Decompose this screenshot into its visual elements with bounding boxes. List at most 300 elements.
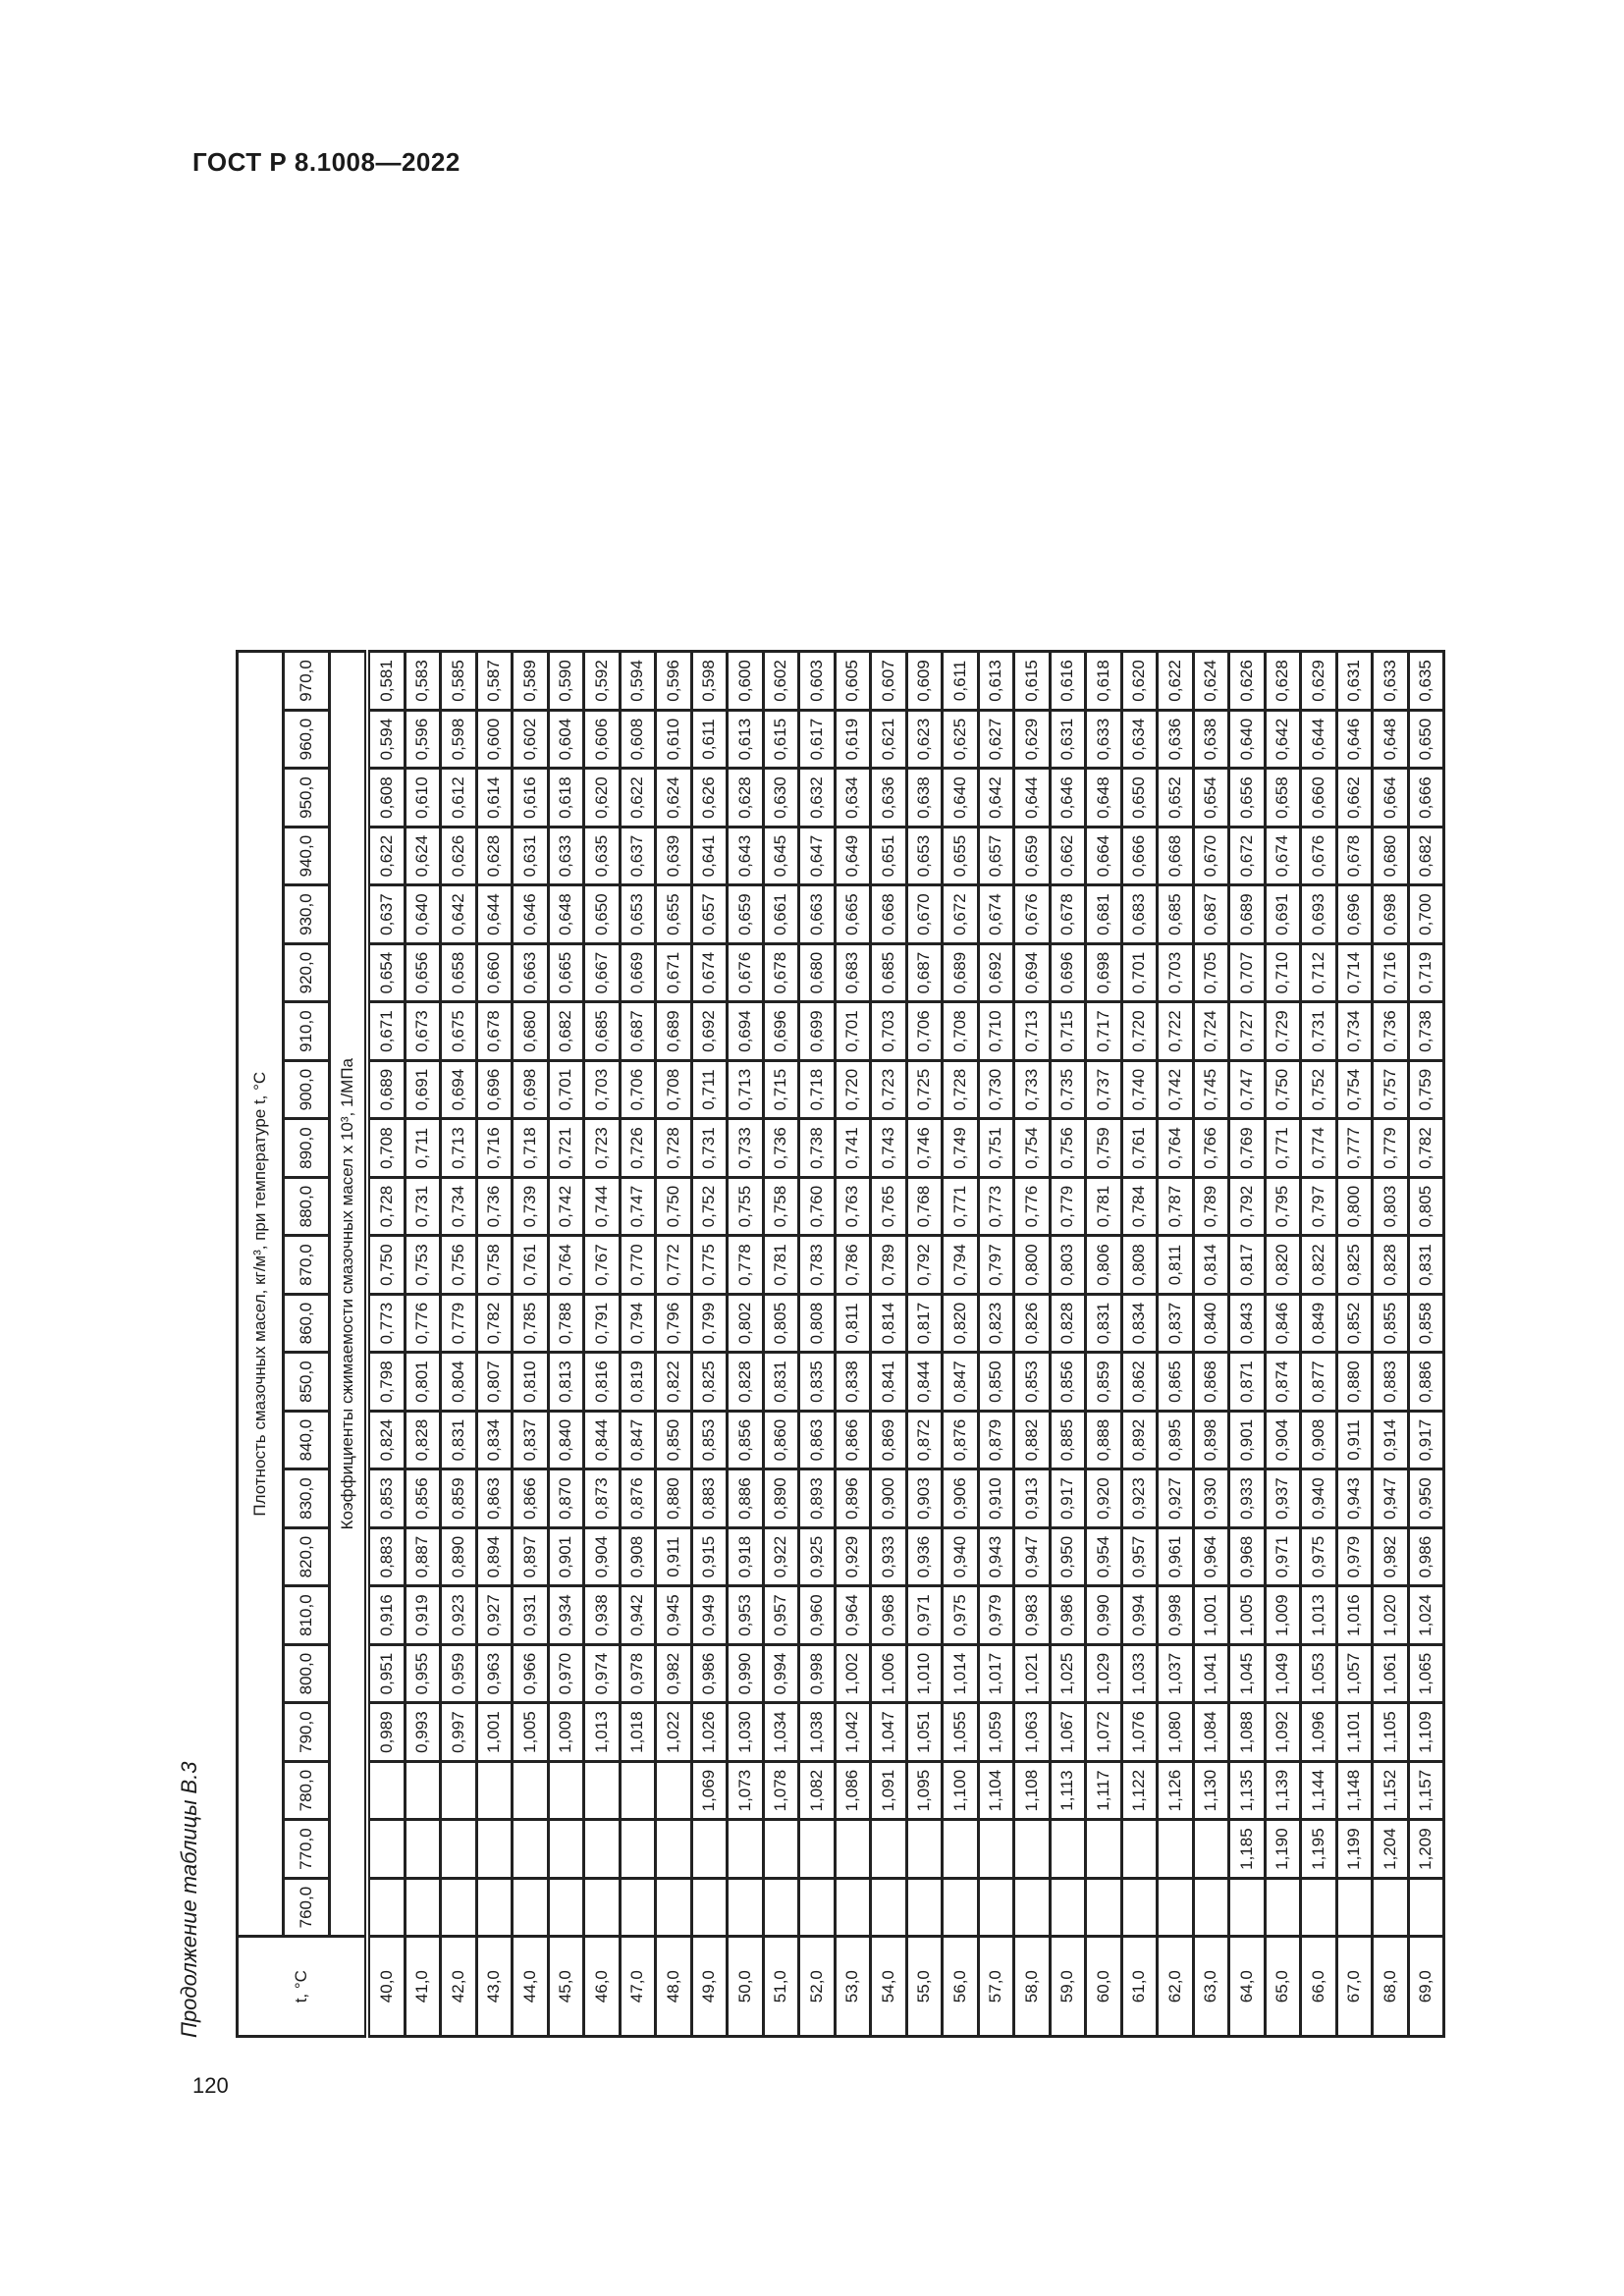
- table-row: [1408, 652, 1444, 2037]
- value-cell: 0,650: [1121, 769, 1158, 828]
- value-cell: 0,781: [763, 1236, 799, 1295]
- value-cell: 0,828: [405, 1411, 441, 1469]
- value-cell: 1,013: [1301, 1586, 1337, 1645]
- value-cell: 0,672: [943, 885, 979, 944]
- density-header-cell: 920,0: [284, 943, 330, 1002]
- value-cell: 0,825: [691, 1353, 728, 1412]
- value-cell: 1,185: [1229, 1820, 1266, 1879]
- value-cell: 0,631: [1050, 710, 1086, 769]
- value-cell: 0,797: [978, 1236, 1014, 1295]
- value-cell: 0,964: [835, 1586, 871, 1645]
- value-cell: 0,643: [728, 827, 764, 885]
- value-cell: 0,863: [476, 1469, 513, 1528]
- value-cell: 0,714: [1336, 943, 1373, 1002]
- value-cell: 0,674: [978, 885, 1014, 944]
- temperature-cell: 63,0: [1193, 1937, 1229, 2037]
- temperature-cell: 69,0: [1408, 1937, 1444, 2037]
- value-cell: 0,901: [548, 1527, 584, 1586]
- value-cell: 0,628: [1265, 652, 1301, 711]
- value-cell: 0,850: [978, 1353, 1014, 1412]
- value-cell: 0,968: [871, 1586, 907, 1645]
- value-cell: 0,908: [620, 1527, 656, 1586]
- value-cell: 0,876: [620, 1469, 656, 1528]
- value-cell: 0,689: [367, 1060, 405, 1119]
- value-cell: 0,683: [1121, 885, 1158, 944]
- value-cell: 0,727: [1229, 1002, 1266, 1061]
- value-cell: [978, 1820, 1014, 1879]
- value-cell: 0,703: [1158, 943, 1194, 1002]
- value-cell: 0,696: [763, 1002, 799, 1061]
- value-cell: 1,020: [1373, 1586, 1409, 1645]
- value-cell: [548, 1761, 584, 1820]
- value-cell: 0,710: [978, 1002, 1014, 1061]
- value-cell: 0,807: [476, 1353, 513, 1412]
- value-cell: 0,658: [441, 943, 477, 1002]
- value-cell: [548, 1820, 584, 1879]
- value-cell: 0,676: [1301, 827, 1337, 885]
- value-cell: 0,642: [1265, 710, 1301, 769]
- value-cell: 0,628: [476, 827, 513, 885]
- value-cell: 0,650: [1408, 710, 1444, 769]
- value-cell: 0,731: [691, 1119, 728, 1178]
- value-cell: 0,843: [1229, 1294, 1266, 1353]
- value-cell: 1,190: [1265, 1820, 1301, 1879]
- value-cell: 0,847: [620, 1411, 656, 1469]
- value-cell: 0,637: [367, 885, 405, 944]
- value-cell: 0,680: [799, 943, 836, 1002]
- value-cell: 0,896: [835, 1469, 871, 1528]
- value-cell: 0,923: [1121, 1469, 1158, 1528]
- value-cell: 0,670: [906, 885, 943, 944]
- value-cell: 0,728: [367, 1177, 405, 1236]
- value-cell: [1050, 1878, 1086, 1937]
- value-cell: 0,949: [691, 1586, 728, 1645]
- value-cell: 0,721: [548, 1119, 584, 1178]
- value-cell: 0,691: [405, 1060, 441, 1119]
- value-cell: 0,596: [656, 652, 692, 711]
- value-cell: 0,618: [1086, 652, 1122, 711]
- value-cell: 0,671: [656, 943, 692, 1002]
- value-cell: 0,731: [1301, 1002, 1337, 1061]
- value-cell: 1,122: [1121, 1761, 1158, 1820]
- density-group-header: Плотность смазочных масел, кг/м³, при температуре t, °C: [238, 652, 284, 1937]
- value-cell: 0,898: [1193, 1411, 1229, 1469]
- value-cell: 0,983: [1014, 1586, 1051, 1645]
- value-cell: 0,692: [978, 943, 1014, 1002]
- value-cell: [441, 1820, 477, 1879]
- value-cell: 0,789: [871, 1236, 907, 1295]
- value-cell: 0,853: [691, 1411, 728, 1469]
- value-cell: 0,750: [367, 1236, 405, 1295]
- value-cell: 0,887: [405, 1527, 441, 1586]
- value-cell: 0,664: [1086, 827, 1122, 885]
- value-cell: 0,900: [871, 1469, 907, 1528]
- value-cell: 0,598: [441, 710, 477, 769]
- value-cell: 0,753: [405, 1236, 441, 1295]
- value-cell: 0,757: [1373, 1060, 1409, 1119]
- value-cell: [1229, 1878, 1266, 1937]
- value-cell: 1,037: [1158, 1644, 1194, 1703]
- value-cell: 0,933: [871, 1527, 907, 1586]
- value-cell: 0,608: [367, 769, 405, 828]
- value-cell: 0,681: [1086, 885, 1122, 944]
- value-cell: 0,971: [906, 1586, 943, 1645]
- density-header-cell: 770,0: [284, 1820, 330, 1879]
- value-cell: 0,917: [1050, 1469, 1086, 1528]
- value-cell: 0,817: [906, 1294, 943, 1353]
- table-row: [1193, 652, 1229, 2037]
- temperature-cell: 64,0: [1229, 1937, 1266, 2037]
- value-cell: 0,772: [656, 1236, 692, 1295]
- value-cell: 0,680: [1373, 827, 1409, 885]
- value-cell: 0,741: [835, 1119, 871, 1178]
- value-cell: 0,607: [871, 652, 907, 711]
- value-cell: 0,689: [1229, 885, 1266, 944]
- value-cell: 0,701: [1121, 943, 1158, 1002]
- value-cell: 0,651: [871, 827, 907, 885]
- value-cell: 0,947: [1014, 1527, 1051, 1586]
- value-cell: 0,764: [1158, 1119, 1194, 1178]
- value-cell: 0,715: [1050, 1002, 1086, 1061]
- value-cell: 0,708: [943, 1002, 979, 1061]
- value-cell: 0,738: [799, 1119, 836, 1178]
- value-cell: 0,754: [1014, 1119, 1051, 1178]
- value-cell: 0,705: [1193, 943, 1229, 1002]
- value-cell: 0,982: [656, 1644, 692, 1703]
- value-cell: 0,611: [691, 710, 728, 769]
- value-cell: 0,734: [1336, 1002, 1373, 1061]
- value-cell: 0,886: [1408, 1353, 1444, 1412]
- value-cell: 0,640: [943, 769, 979, 828]
- value-cell: 0,668: [871, 885, 907, 944]
- value-cell: 1,026: [691, 1703, 728, 1762]
- temperature-cell: 52,0: [799, 1937, 836, 2037]
- table-row: [1014, 652, 1051, 2037]
- value-cell: 1,051: [906, 1703, 943, 1762]
- compressibility-table: [236, 650, 1445, 2038]
- value-cell: 0,646: [513, 885, 549, 944]
- value-cell: 0,706: [906, 1002, 943, 1061]
- value-cell: 0,840: [1193, 1294, 1229, 1353]
- value-cell: 0,744: [584, 1177, 621, 1236]
- value-cell: 0,803: [1373, 1177, 1409, 1236]
- value-cell: 0,766: [1193, 1119, 1229, 1178]
- value-cell: 0,711: [691, 1060, 728, 1119]
- table-row: [835, 652, 871, 2037]
- value-cell: 0,811: [1158, 1236, 1194, 1295]
- value-cell: 0,880: [1336, 1353, 1373, 1412]
- value-cell: 0,630: [763, 769, 799, 828]
- value-cell: 0,872: [906, 1411, 943, 1469]
- value-cell: 0,694: [1014, 943, 1051, 1002]
- value-cell: 0,640: [1229, 710, 1266, 769]
- temperature-cell: 45,0: [548, 1937, 584, 2037]
- value-cell: 0,901: [1229, 1411, 1266, 1469]
- value-cell: 0,666: [1408, 769, 1444, 828]
- value-cell: 0,817: [1229, 1236, 1266, 1295]
- value-cell: 0,734: [441, 1177, 477, 1236]
- value-cell: 0,720: [835, 1060, 871, 1119]
- value-cell: 0,945: [656, 1586, 692, 1645]
- value-cell: 0,626: [1229, 652, 1266, 711]
- value-cell: 0,986: [1408, 1527, 1444, 1586]
- value-cell: 1,005: [1229, 1586, 1266, 1645]
- value-cell: 0,865: [1158, 1353, 1194, 1412]
- value-cell: 0,931: [513, 1586, 549, 1645]
- value-cell: [871, 1820, 907, 1879]
- value-cell: 0,943: [978, 1527, 1014, 1586]
- value-cell: 1,042: [835, 1703, 871, 1762]
- value-cell: 0,622: [1158, 652, 1194, 711]
- value-cell: 0,918: [728, 1527, 764, 1586]
- value-cell: 0,758: [763, 1177, 799, 1236]
- value-cell: 0,723: [584, 1119, 621, 1178]
- value-cell: 0,602: [763, 652, 799, 711]
- value-cell: 0,908: [1301, 1411, 1337, 1469]
- value-cell: 1,152: [1373, 1761, 1409, 1820]
- value-cell: 0,837: [1158, 1294, 1194, 1353]
- value-cell: 0,701: [548, 1060, 584, 1119]
- density-header-cell: 870,0: [284, 1236, 330, 1295]
- value-cell: 0,938: [584, 1586, 621, 1645]
- rotated-table-container: [177, 650, 1445, 2038]
- value-cell: 0,883: [691, 1469, 728, 1528]
- value-cell: 0,726: [620, 1119, 656, 1178]
- value-cell: 0,874: [1265, 1353, 1301, 1412]
- value-cell: 0,994: [763, 1644, 799, 1703]
- value-cell: 0,664: [1373, 769, 1409, 828]
- value-cell: 0,625: [943, 710, 979, 769]
- value-cell: 0,713: [1014, 1002, 1051, 1061]
- value-cell: 0,936: [906, 1527, 943, 1586]
- value-cell: 0,975: [1301, 1527, 1337, 1586]
- value-cell: 0,904: [584, 1527, 621, 1586]
- value-cell: 1,148: [1336, 1761, 1373, 1820]
- value-cell: 0,750: [656, 1177, 692, 1236]
- value-cell: 0,826: [1014, 1294, 1051, 1353]
- value-cell: [871, 1878, 907, 1937]
- temperature-cell: 51,0: [763, 1937, 799, 2037]
- value-cell: 0,831: [1086, 1294, 1122, 1353]
- value-cell: 1,067: [1050, 1703, 1086, 1762]
- value-cell: 0,810: [513, 1353, 549, 1412]
- value-cell: 0,919: [405, 1586, 441, 1645]
- value-cell: 0,800: [1014, 1236, 1051, 1295]
- value-cell: 0,756: [441, 1236, 477, 1295]
- value-cell: 0,638: [906, 769, 943, 828]
- density-header-cell: 900,0: [284, 1060, 330, 1119]
- value-cell: 0,802: [728, 1294, 764, 1353]
- value-cell: 0,814: [1193, 1236, 1229, 1295]
- value-cell: 0,769: [1229, 1119, 1266, 1178]
- value-cell: 0,791: [584, 1294, 621, 1353]
- value-cell: 0,682: [1408, 827, 1444, 885]
- value-cell: 0,859: [1086, 1353, 1122, 1412]
- value-cell: 0,621: [871, 710, 907, 769]
- value-cell: 0,703: [871, 1002, 907, 1061]
- value-cell: 0,729: [1265, 1002, 1301, 1061]
- value-cell: 0,678: [1336, 827, 1373, 885]
- temperature-cell: 50,0: [728, 1937, 764, 2037]
- value-cell: 1,006: [871, 1644, 907, 1703]
- value-cell: 0,783: [799, 1236, 836, 1295]
- temperature-cell: 41,0: [405, 1937, 441, 2037]
- temperature-cell: 53,0: [835, 1937, 871, 2037]
- value-cell: 0,950: [1408, 1469, 1444, 1528]
- value-cell: 0,773: [367, 1294, 405, 1353]
- value-cell: 0,685: [584, 1002, 621, 1061]
- value-cell: 0,731: [405, 1177, 441, 1236]
- density-header-cell: 760,0: [284, 1878, 330, 1937]
- value-cell: 0,654: [367, 943, 405, 1002]
- value-cell: 0,668: [1158, 827, 1194, 885]
- value-cell: 1,010: [906, 1644, 943, 1703]
- temperature-column-header: t, °C: [238, 1937, 368, 2037]
- value-cell: 0,915: [691, 1527, 728, 1586]
- value-cell: 0,628: [728, 769, 764, 828]
- value-cell: [656, 1878, 692, 1937]
- value-cell: 0,820: [1265, 1236, 1301, 1295]
- value-cell: 1,034: [763, 1703, 799, 1762]
- value-cell: 0,615: [763, 710, 799, 769]
- table-row: [1121, 652, 1158, 2037]
- value-cell: 0,883: [367, 1527, 405, 1586]
- value-cell: 1,100: [943, 1761, 979, 1820]
- value-cell: [1086, 1820, 1122, 1879]
- value-cell: [656, 1761, 692, 1820]
- value-cell: 0,953: [728, 1586, 764, 1645]
- value-cell: 0,742: [548, 1177, 584, 1236]
- value-cell: 1,117: [1086, 1761, 1122, 1820]
- value-cell: 0,671: [367, 1002, 405, 1061]
- value-cell: 0,982: [1373, 1527, 1409, 1586]
- value-cell: 0,641: [691, 827, 728, 885]
- value-cell: 0,840: [548, 1411, 584, 1469]
- value-cell: [620, 1878, 656, 1937]
- value-cell: 0,712: [1301, 943, 1337, 1002]
- value-cell: 0,853: [1014, 1353, 1051, 1412]
- value-cell: 0,585: [441, 652, 477, 711]
- table-row: [978, 652, 1014, 2037]
- value-cell: 0,975: [943, 1586, 979, 1645]
- temperature-cell: 61,0: [1121, 1937, 1158, 2037]
- value-cell: 1,021: [1014, 1644, 1051, 1703]
- temperature-cell: 49,0: [691, 1937, 728, 2037]
- value-cell: 0,819: [620, 1353, 656, 1412]
- value-cell: 0,831: [763, 1353, 799, 1412]
- value-cell: 0,974: [584, 1644, 621, 1703]
- value-cell: 0,913: [1014, 1469, 1051, 1528]
- value-cell: 0,993: [405, 1703, 441, 1762]
- value-cell: 0,876: [943, 1411, 979, 1469]
- value-cell: 0,970: [548, 1644, 584, 1703]
- value-cell: 1,063: [1014, 1703, 1051, 1762]
- value-cell: 0,942: [620, 1586, 656, 1645]
- temperature-cell: 55,0: [906, 1937, 943, 2037]
- value-cell: 0,592: [584, 652, 621, 711]
- value-cell: [1265, 1878, 1301, 1937]
- value-cell: [1408, 1878, 1444, 1937]
- value-cell: 0,811: [835, 1294, 871, 1353]
- value-cell: 0,758: [476, 1236, 513, 1295]
- value-cell: 0,665: [548, 943, 584, 1002]
- value-cell: 0,834: [476, 1411, 513, 1469]
- value-cell: 0,720: [1121, 1002, 1158, 1061]
- value-cell: 0,910: [978, 1469, 1014, 1528]
- value-cell: 1,072: [1086, 1703, 1122, 1762]
- value-cell: 0,834: [1121, 1294, 1158, 1353]
- value-cell: 1,049: [1265, 1644, 1301, 1703]
- value-cell: 0,715: [763, 1060, 799, 1119]
- value-cell: 0,728: [943, 1060, 979, 1119]
- value-cell: [799, 1878, 836, 1937]
- value-cell: 0,648: [548, 885, 584, 944]
- value-cell: 0,670: [1193, 827, 1229, 885]
- value-cell: 0,636: [1158, 710, 1194, 769]
- density-header-cell: 950,0: [284, 769, 330, 828]
- value-cell: 1,018: [620, 1703, 656, 1762]
- value-cell: 1,139: [1265, 1761, 1301, 1820]
- value-cell: 0,657: [978, 827, 1014, 885]
- value-cell: 0,831: [441, 1411, 477, 1469]
- value-cell: 0,660: [476, 943, 513, 1002]
- value-cell: 0,808: [1121, 1236, 1158, 1295]
- temperature-cell: 40,0: [367, 1937, 405, 2037]
- value-cell: [1336, 1878, 1373, 1937]
- table-row: [763, 652, 799, 2037]
- value-cell: 0,957: [763, 1586, 799, 1645]
- value-cell: 0,717: [1086, 1002, 1122, 1061]
- value-cell: [367, 1820, 405, 1879]
- value-cell: 1,009: [1265, 1586, 1301, 1645]
- value-cell: [943, 1878, 979, 1937]
- value-cell: 0,656: [1229, 769, 1266, 828]
- value-cell: [1158, 1820, 1194, 1879]
- value-cell: 0,929: [835, 1527, 871, 1586]
- value-cell: 0,653: [906, 827, 943, 885]
- value-cell: 0,990: [1086, 1586, 1122, 1645]
- value-cell: 0,707: [1229, 943, 1266, 1002]
- value-cell: 0,816: [584, 1353, 621, 1412]
- value-cell: 0,644: [476, 885, 513, 944]
- value-cell: 0,846: [1265, 1294, 1301, 1353]
- value-cell: 0,883: [1373, 1353, 1409, 1412]
- value-cell: 0,603: [799, 652, 836, 711]
- value-cell: [691, 1878, 728, 1937]
- value-cell: 0,760: [799, 1177, 836, 1236]
- value-cell: [906, 1820, 943, 1879]
- value-cell: 0,583: [405, 652, 441, 711]
- value-cell: 0,927: [476, 1586, 513, 1645]
- value-cell: 0,735: [1050, 1060, 1086, 1119]
- value-cell: 0,638: [1193, 710, 1229, 769]
- value-cell: 0,674: [1265, 827, 1301, 885]
- temperature-cell: 60,0: [1086, 1937, 1122, 2037]
- value-cell: 0,648: [1373, 710, 1409, 769]
- temperature-cell: 56,0: [943, 1937, 979, 2037]
- value-cell: [620, 1820, 656, 1879]
- value-cell: 0,895: [1158, 1411, 1194, 1469]
- value-cell: 0,994: [1121, 1586, 1158, 1645]
- value-cell: 0,685: [871, 943, 907, 1002]
- value-cell: 0,612: [441, 769, 477, 828]
- value-cell: 0,722: [1158, 1002, 1194, 1061]
- value-cell: 0,723: [871, 1060, 907, 1119]
- temperature-cell: 59,0: [1050, 1937, 1086, 2037]
- value-cell: 0,750: [1265, 1060, 1301, 1119]
- value-cell: 0,655: [943, 827, 979, 885]
- value-cell: [476, 1820, 513, 1879]
